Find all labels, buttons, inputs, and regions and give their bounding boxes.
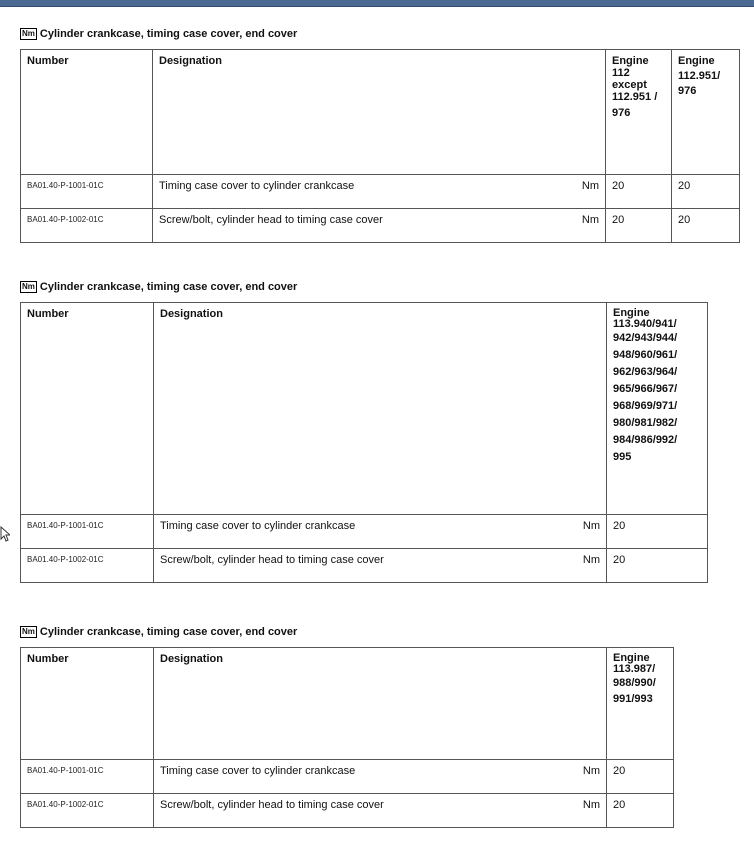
row-number: BA01.40-P-1001-01C: [21, 175, 153, 209]
row-designation: [154, 515, 607, 549]
engine-header-line: 112.951/: [678, 70, 721, 82]
torque-value: 20: [607, 760, 674, 794]
table-header-row: [21, 50, 740, 175]
nm-torque-icon: Nm: [22, 282, 35, 291]
engine-header-line: 988/990/: [613, 677, 656, 689]
designation-text: Timing case cover to cylinder crankcase: [159, 180, 355, 192]
nm-torque-icon: Nm: [22, 29, 35, 38]
engine-header-line: Engine: [613, 307, 650, 319]
row-number: BA01.40-P-1002-01C: [21, 209, 153, 243]
engine-header-line: Engine: [678, 55, 715, 67]
unit-label: Nm: [581, 180, 599, 192]
section-title: [20, 280, 708, 294]
section-title: [20, 27, 740, 41]
engine-header-line: 976: [612, 107, 631, 119]
unit-label: Nm: [581, 214, 599, 226]
engine-header-line: 112: [612, 67, 630, 79]
engine-header-line: 976: [678, 85, 697, 97]
torque-value: 20: [672, 209, 740, 243]
engine-header-line: Engine: [612, 55, 649, 67]
engine-header-line: 112.951 /: [612, 91, 658, 103]
row-number: BA01.40-P-1002-01C: [21, 549, 154, 583]
torque-section-1: [20, 27, 740, 243]
designation-header: Designation: [154, 303, 607, 515]
designation-text: Timing case cover to cylinder crankcase: [160, 520, 356, 532]
unit-label: Nm: [582, 520, 600, 532]
designation-header: Designation: [154, 648, 607, 760]
torque-table: [20, 302, 708, 583]
engine-header-line: 965/966/967/: [613, 383, 678, 395]
engine-header-line: Engine: [613, 652, 650, 664]
section-title-text: Cylinder crankcase, timing case cover, end cover: [39, 28, 298, 40]
row-number: BA01.40-P-1001-01C: [21, 515, 154, 549]
row-designation: [153, 175, 606, 209]
engine-header: [607, 303, 708, 515]
torque-value: 20: [607, 549, 708, 583]
torque-section-2: [20, 280, 708, 583]
torque-value: 20: [607, 794, 674, 828]
engine-header-line: 991/993: [613, 693, 653, 705]
torque-value: 20: [606, 175, 672, 209]
engine-header-line: 948/960/961/: [613, 349, 678, 361]
unit-label: Nm: [582, 554, 600, 566]
torque-section-3: [20, 625, 674, 828]
engine-header: [607, 648, 674, 760]
engine-header-line: 995: [613, 451, 632, 463]
table-row: [21, 794, 674, 828]
torque-value: 20: [607, 515, 708, 549]
section-title-text: Cylinder crankcase, timing case cover, end cover: [39, 626, 298, 638]
table-header-row: [21, 648, 674, 760]
table-header-row: [21, 303, 708, 515]
unit-label: Nm: [582, 765, 600, 777]
row-designation: [154, 549, 607, 583]
row-designation: [154, 760, 607, 794]
table-row: [21, 549, 708, 583]
table-row: [21, 515, 708, 549]
window-top-bar: [0, 0, 754, 7]
row-number: BA01.40-P-1001-01C: [21, 760, 154, 794]
engine-header: [606, 50, 672, 175]
table-row: [21, 175, 740, 209]
torque-value: 20: [672, 175, 740, 209]
torque-table: [20, 647, 674, 828]
section-title-text: Cylinder crankcase, timing case cover, end cover: [39, 281, 298, 293]
designation-text: Timing case cover to cylinder crankcase: [160, 765, 356, 777]
number-header: Number: [21, 303, 154, 515]
unit-label: Nm: [582, 799, 600, 811]
designation-header: Designation: [153, 50, 606, 175]
table-row: [21, 209, 740, 243]
designation-text: Screw/bolt, cylinder head to timing case cover: [159, 214, 383, 226]
row-designation: [154, 794, 607, 828]
engine-header: [672, 50, 740, 175]
engine-header-line: 984/986/992/: [613, 434, 678, 446]
engine-header-line: 980/981/982/: [613, 417, 678, 429]
section-title: [20, 625, 674, 639]
table-row: [21, 760, 674, 794]
torque-table: [20, 49, 740, 243]
engine-header-line: 942/943/944/: [613, 332, 678, 344]
number-header: Number: [21, 648, 154, 760]
torque-value: 20: [606, 209, 672, 243]
engine-header-line: 113.940/941/: [613, 318, 677, 330]
nm-torque-icon: Nm: [22, 627, 35, 636]
row-designation: [153, 209, 606, 243]
engine-header-line: 113.987/: [613, 663, 656, 675]
number-header: Number: [21, 50, 153, 175]
engine-header-line: 968/969/971/: [613, 400, 678, 412]
mouse-cursor-icon: [0, 526, 10, 542]
designation-text: Screw/bolt, cylinder head to timing case cover: [160, 554, 384, 566]
engine-header-line: except: [612, 79, 647, 91]
designation-text: Screw/bolt, cylinder head to timing case cover: [160, 799, 384, 811]
row-number: BA01.40-P-1002-01C: [21, 794, 154, 828]
engine-header-line: 962/963/964/: [613, 366, 678, 378]
